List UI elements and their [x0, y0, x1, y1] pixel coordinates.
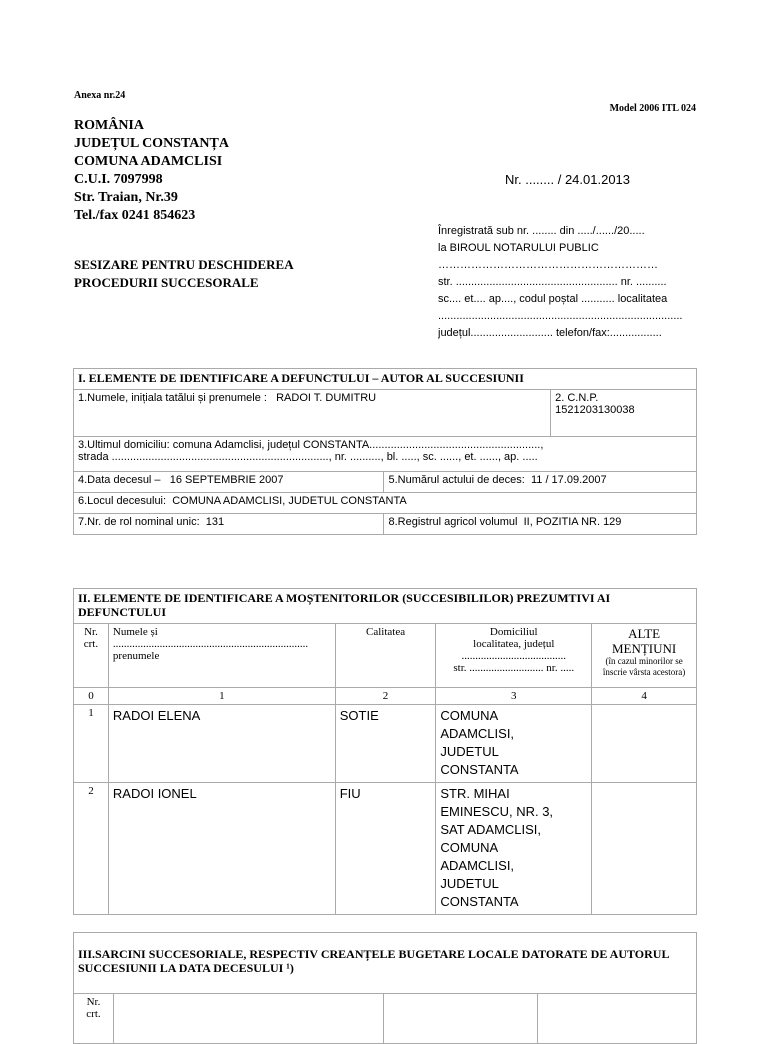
registration-line: ................................................................................ — [438, 310, 683, 322]
register-value: II, POZITIA NR. 129 — [523, 516, 622, 528]
col-header-text: localitatea, județul — [473, 638, 555, 650]
death-date-label: 4.Data decesul – — [78, 474, 161, 486]
col-header-text: str. ........................... nr. ..... — [453, 662, 575, 674]
domicile-line: STR. MIHAI — [440, 786, 510, 801]
agricultural-register-cell — [384, 514, 697, 535]
deceased-identification-table — [73, 368, 697, 535]
role-number-label: 7.Nr. de rol nominal unic: — [78, 516, 200, 528]
heir-other — [592, 783, 697, 915]
registration-block — [438, 223, 698, 342]
death-place-value: COMUNA ADAMCLISI, JUDETUL CONSTANTA — [172, 495, 407, 507]
col-header-text: MENȚIUNI — [611, 641, 677, 656]
request-title — [74, 256, 294, 292]
col-header-nr — [74, 994, 114, 1044]
col-header-text: ALTE — [628, 626, 661, 641]
heir-domicile — [436, 783, 592, 915]
index-cell: 0 — [74, 688, 109, 705]
section3-title: III.SARCINI SUCCESORIALE, RESPECTIV CREANȚELE BUGETARE LOCALE DATORATE DE AUTORUL SUCCESIUNII LA DATA DECESULUI ¹) — [74, 933, 697, 994]
death-act-label: 5.Numărul actului de deces: — [388, 474, 525, 486]
col-header-text: Nr. — [86, 996, 101, 1008]
domicile-line: CONSTANTA — [440, 762, 519, 777]
domicile-line: ADAMCLISI, — [440, 726, 515, 741]
institution-header — [74, 117, 229, 225]
index-cell: 1 — [108, 688, 335, 705]
heir-quality: SOTIE — [335, 705, 436, 783]
domicile-line: EMINESCU, NR. 3, — [440, 804, 554, 819]
request-title-line: SESIZARE PENTRU DESCHIDEREA — [74, 257, 294, 272]
col-header-nr — [74, 624, 109, 688]
empty-cell — [113, 994, 383, 1044]
domicile-line: JUDETUL — [440, 744, 499, 759]
heirs-table — [73, 588, 697, 915]
heir-name: RADOI ELENA — [108, 705, 335, 783]
header-line: Tel./fax 0241 854623 — [74, 208, 196, 223]
document-number-date: Nr. ........ / 24.01.2013 — [505, 172, 631, 187]
col-header-name — [108, 624, 335, 688]
death-place-cell — [74, 493, 697, 514]
role-number-value: 131 — [205, 516, 225, 528]
death-act-cell — [384, 472, 697, 493]
col-header-text: Domiciliul — [489, 626, 538, 638]
header-line: C.U.I. 7097998 — [74, 172, 163, 187]
death-date-value: 16 SEPTEMBRIE 2007 — [169, 474, 284, 486]
death-place-label: 6.Locul decesului: — [78, 495, 167, 507]
deceased-name-label: 1.Numele, inițiala tatălui și prenumele : — [78, 392, 267, 404]
empty-cell — [383, 994, 538, 1044]
domicile-line: strada ......................................................................., nr. .........., bl. ....., sc. ......, et. ......, ap. ..... — [78, 451, 538, 463]
heir-name: RADOI IONEL — [108, 783, 335, 915]
col-header-text: crt. — [86, 1008, 101, 1020]
col-header-text: ...................................... — [461, 650, 567, 662]
header-line: COMUNA ADAMCLISI — [74, 154, 223, 169]
heir-nr: 1 — [74, 705, 109, 783]
domicile-line: COMUNA — [440, 840, 499, 855]
heir-quality: FIU — [335, 783, 436, 915]
domicile-line: SAT ADAMCLISI, — [440, 822, 542, 837]
registration-line: la BIROUL NOTARULUI PUBLIC — [438, 242, 599, 254]
col-header-note: (în cazul minorilor se înscrie vârsta acestora) — [602, 656, 686, 677]
header-line: Str. Traian, Nr.39 — [74, 190, 178, 205]
heir-other — [592, 705, 697, 783]
registration-line: str. ..................................................... nr. .......... — [438, 276, 667, 288]
col-header-text: crt. — [83, 638, 99, 650]
col-header-quality: Calitatea — [335, 624, 436, 688]
deceased-name-cell — [74, 390, 551, 437]
col-header-domicile — [436, 624, 592, 688]
cnp-value: 1521203130038 — [555, 404, 635, 416]
deceased-cnp-cell — [551, 390, 697, 437]
model-label: Model 2006 ITL 024 — [609, 103, 696, 114]
col-header-text: ....................................................................... — [112, 638, 309, 650]
domicile-line: JUDETUL — [440, 876, 499, 891]
death-date-cell — [74, 472, 384, 493]
header-line: ROMÂNIA — [74, 118, 144, 133]
succession-charges-table — [73, 932, 697, 1044]
register-label: 8.Registrul agricol volumul — [388, 516, 518, 528]
header-line: JUDEȚUL CONSTANȚA — [74, 136, 229, 151]
domicile-line: COMUNA — [440, 708, 499, 723]
domicile-line: CONSTANTA — [440, 894, 519, 909]
domicile-line: 3.Ultimul domiciliu: comuna Adamclisi, județul CONSTANTA........................................................, — [78, 439, 544, 451]
col-header-text: Nr. — [84, 626, 98, 638]
section1-title: I. ELEMENTE DE IDENTIFICARE A DEFUNCTULUI – AUTOR AL SUCCESIUNII — [74, 369, 697, 390]
last-domicile-cell — [74, 437, 697, 472]
registration-line: județul........................... telefon/fax:................. — [438, 327, 662, 339]
col-header-text: prenumele — [112, 650, 160, 662]
request-title-line: PROCEDURII SUCCESORALE — [74, 275, 259, 290]
empty-cell — [538, 994, 697, 1044]
cnp-label: 2. C.N.P. — [555, 392, 599, 404]
heir-domicile — [436, 705, 592, 783]
index-cell: 4 — [592, 688, 697, 705]
index-cell: 3 — [436, 688, 592, 705]
registration-line: sc.... et.... ap...., codul poștal ........... localitatea — [438, 293, 668, 305]
index-cell: 2 — [335, 688, 436, 705]
heir-nr: 2 — [74, 783, 109, 915]
col-header-other — [592, 624, 697, 688]
death-act-value: 11 / 17.09.2007 — [530, 474, 607, 486]
registration-line: …………………………………………………… — [438, 259, 658, 271]
registration-line: Înregistrată sub nr. ........ din ...../....../20..... — [438, 225, 645, 237]
role-number-cell — [74, 514, 384, 535]
domicile-line: ADAMCLISI, — [440, 858, 515, 873]
deceased-name-value: RADOI T. DUMITRU — [276, 392, 377, 404]
annex-label: Anexa nr.24 — [74, 90, 126, 101]
section2-title: II. ELEMENTE DE IDENTIFICARE A MOȘTENITORILOR (SUCCESIBILILOR) PREZUMTIVI AI DEFUNCTULUI — [74, 589, 697, 624]
col-header-text: Numele și — [112, 626, 158, 638]
